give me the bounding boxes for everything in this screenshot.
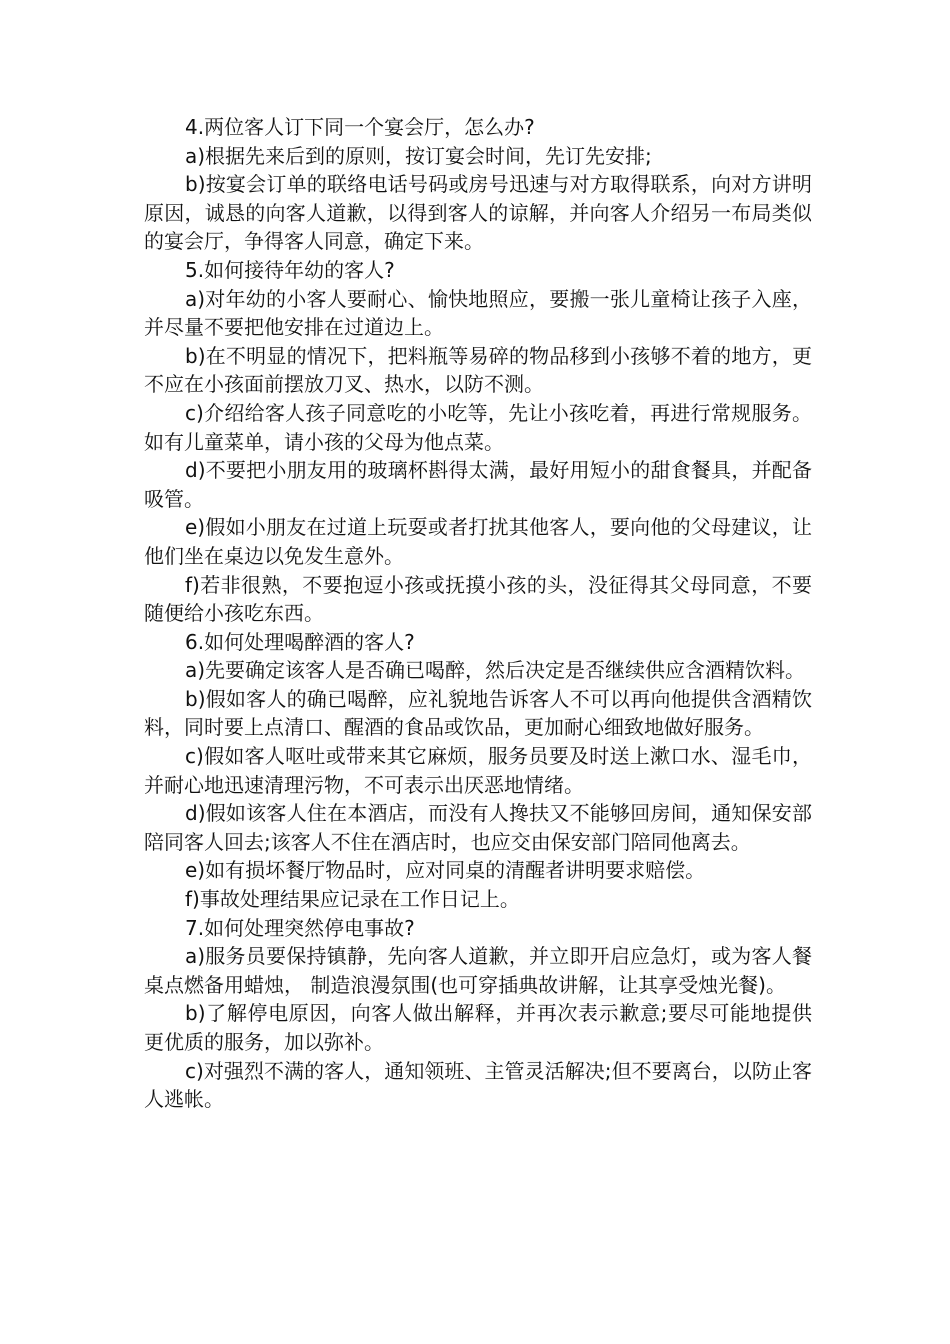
heading-question-4: 4.两位客人订下同一个宴会厅，怎么办? [185,115,535,139]
paragraph-6f: f)事故处理结果应记录在工作日记上。 [185,887,520,912]
paragraph-6d: d)假如该客人住在本酒店，而没有人搀扶又不能够回房间，通知保安部陪同客人回去;该客人不住在酒店时，也应交由保安部门陪同他离去。 [144,801,812,854]
paragraph-7c: c)对强烈不满的客人，通知领班、主管灵活解决;但不要离台，以防止客人逃帐。 [144,1058,812,1112]
heading-question-7: 7.如何处理突然停电事故? [185,915,415,940]
paragraph-4b: b)按宴会订单的联络电话号码或房号迅速与对方取得联系，向对方讲明原因，诚恳的向客人道歉，以得到客人的谅解，并向客人介绍另一布局类似的宴会厅，争得客人同意，确定下来。 [144,172,812,254]
paragraph-6c: c)假如客人呕吐或带来其它麻烦，服务员要及时送上漱口水、湿毛巾，并耐心地迅速清理污物，不可表示出厌恶地情绪。 [144,744,812,797]
paragraph-6b: b)假如客人的确已喝醉，应礼貌地告诉客人不可以再向他提供含酒精饮料，同时要上点清口、醒酒的食品或饮品，更加耐心细致地做好服务。 [144,686,812,740]
paragraph-5d: d)不要把小朋友用的玻璃杯斟得太满，最好用短小的甜食餐具，并配备吸管。 [144,458,812,511]
paragraph-6e: e)如有损坏餐厅物品时，应对同桌的清醒者讲明要求赔偿。 [185,858,706,883]
paragraph-4a: a)根据先来后到的原则，按订宴会时间，先订先安排; [185,143,652,168]
heading-question-5: 5.如何接待年幼的客人? [185,257,395,282]
paragraph-7a: a)服务员要保持镇静，先向客人道歉，并立即开启应急灯，或为客人餐桌点燃备用蜡烛， 制造浪漫氛围(也可穿插典故讲解，让其享受烛光餐)。 [144,944,812,997]
paragraph-6a: a)先要确定该客人是否确已喝醉，然后决定是否继续供应含酒精饮料。 [185,658,806,683]
heading-question-6: 6.如何处理喝醉酒的客人? [185,629,415,654]
paragraph-7b: b)了解停电原因，向客人做出解释，并再次表示歉意;要尽可能地提供更优质的服务，加以弥补。 [144,1001,812,1054]
paragraph-5b: b)在不明显的情况下，把料瓶等易碎的物品移到小孩够不着的地方，更不应在小孩面前摆放刀叉、热水，以防不测。 [144,343,812,397]
document-page [144,113,812,1114]
paragraph-5f: f)若非很熟，不要抱逗小孩或抚摸小孩的头，没征得其父母同意，不要随便给小孩吃东西。 [144,572,812,626]
paragraph-5e: e)假如小朋友在过道上玩耍或者打扰其他客人，要向他的父母建议，让他们坐在桌边以免发生意外。 [144,515,812,568]
paragraph-5c: c)介绍给客人孩子同意吃的小吃等，先让小孩吃着，再进行常规服务。如有儿童菜单，请小孩的父母为他点菜。 [144,400,812,454]
paragraph-5a: a)对年幼的小客人要耐心、愉快地照应，要搬一张儿童椅让孩子入座，并尽量不要把他安排在过道边上。 [144,286,812,340]
